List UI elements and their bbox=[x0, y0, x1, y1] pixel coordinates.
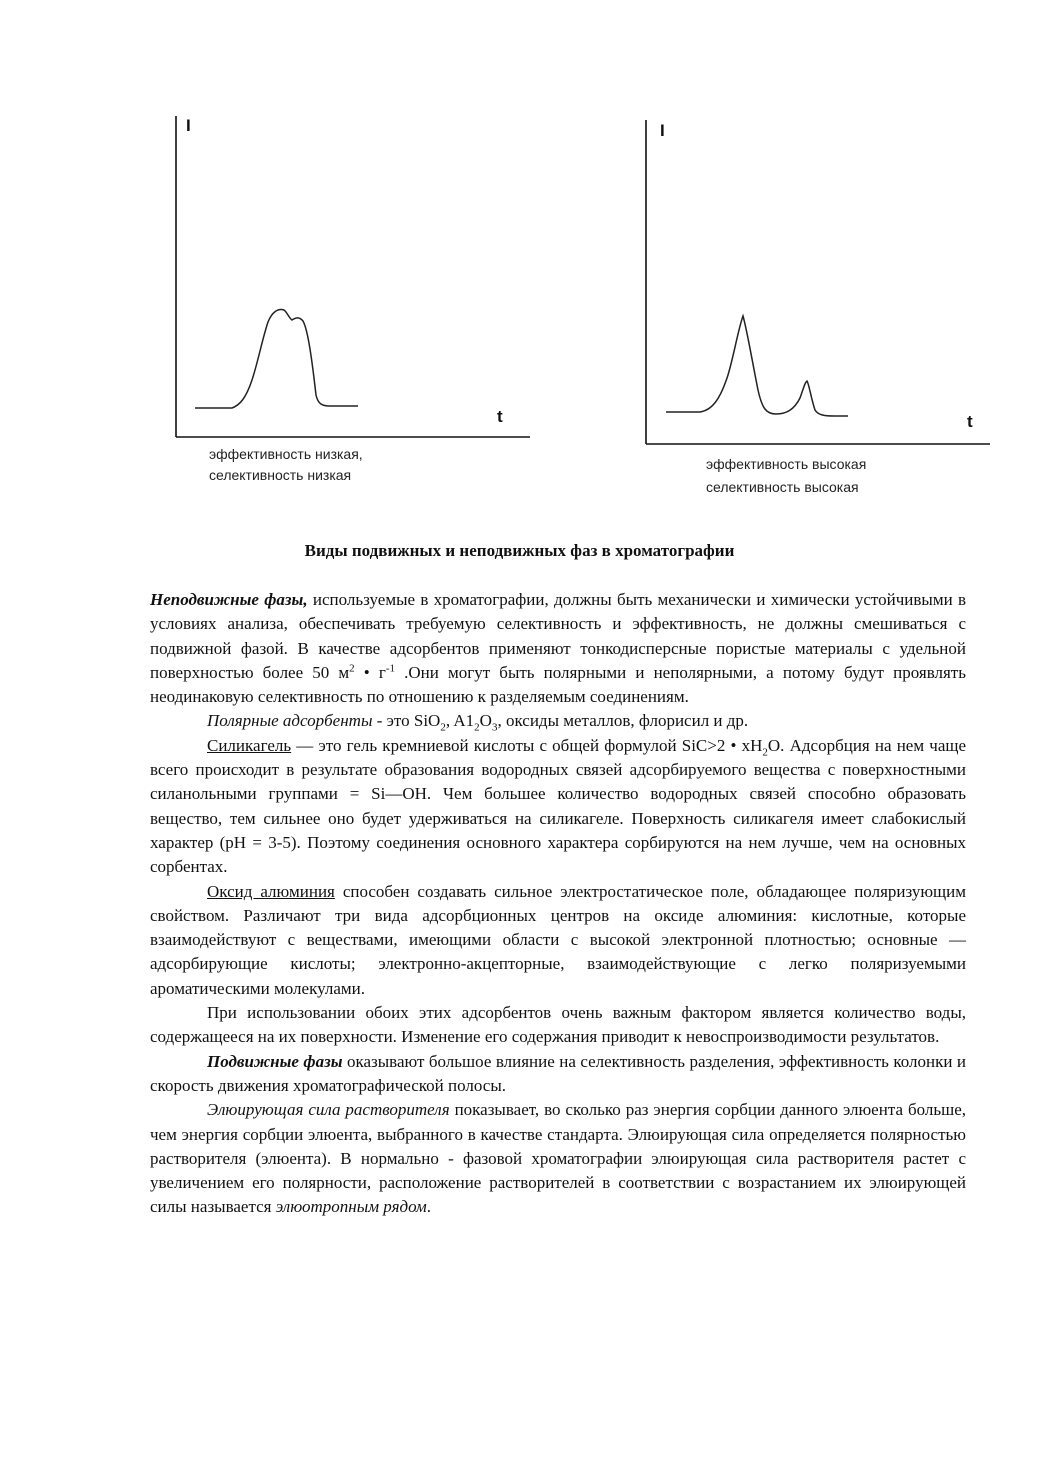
chromatogram-low-plot bbox=[0, 0, 520, 500]
subscript: 2 bbox=[440, 721, 446, 734]
text-run: При использовании обоих этих адсорбентов очень важным фактором является количество воды, содержащееся на их поверхности. Изменение его содержания приводит к невоспроизводимости результатов. bbox=[150, 1003, 966, 1047]
text-run: .Они могут быть полярными и неполярными, а потому будут проявлять неодинаковую селективность по отношению к разделяемым соединениям. bbox=[150, 662, 966, 707]
paragraph-silica-gel bbox=[150, 734, 966, 880]
x-axis-label: t bbox=[967, 412, 973, 431]
text-run: O. Адсорбция на нем чаще всего происходит в результате образования водородных связей адсорбируемого вещества с поверхностными силанольными группами = Si—OH. Чем большее количество водородных связей способно образовать вещество, тем сильнее оно будет удерживаться на силикагеле. Поверхность силикагеля имеет слабокислый характер (pH = 3-5). Поэтому соединения основного характера сорбируются на нем лучше, чем на основных сорбентах. bbox=[150, 735, 967, 877]
section-title: Виды подвижных и неподвижных фаз в хроматографии bbox=[304, 541, 735, 560]
chromatogram-high bbox=[520, 0, 1039, 500]
text-run: — это гель кремниевой кислоты с общей формулой SiC>2 • xH bbox=[291, 735, 763, 755]
subscript: 2 bbox=[762, 746, 768, 759]
text-run: O bbox=[479, 711, 492, 731]
figure-caption-line: эффективность высокая bbox=[706, 456, 867, 472]
term-polar-adsorbents: Полярные адсорбенты bbox=[207, 711, 373, 731]
y-axis-label: I bbox=[660, 121, 665, 140]
term-stationary-phases: Неподвижные фазы, bbox=[150, 590, 308, 609]
chromatogram-low bbox=[0, 0, 520, 500]
body-text bbox=[150, 588, 966, 1220]
term-mobile-phases: Подвижные фазы bbox=[207, 1051, 343, 1071]
paragraph-polar-adsorbents bbox=[150, 709, 966, 733]
text-run: показывает, во сколько раз энергия сорбции данного элюента больше, чем энергия сорбции элюента, выбранного в качестве стандарта. Элюирующая сила определяется полярностью растворителя (элюента). В нормально - фазовой хроматографии элюирующая сила растворителя растет с увеличением его полярности, расположение растворителей в соответствии с возрастанием их элюирующей силы называется bbox=[150, 1100, 966, 1217]
y-axis-label: I bbox=[186, 116, 191, 135]
text-run: способен создавать сильное электростатическое поле, обладающее поляризующим свойством. Различают три вида адсорбционных центров на оксиде алюминия: кислотные, которые взаимодействуют с веществами, имеющими области с высокой электронной плотностью; основные — адсорбирующие кислоты; электронно-акцепторные, взаимодействующие с легко поляризуемыми ароматическими молекулами. bbox=[150, 881, 966, 998]
superscript: -1 bbox=[385, 662, 396, 675]
paragraph-stationary-phases bbox=[150, 588, 966, 709]
paragraph-water-content bbox=[150, 1001, 966, 1050]
signal-curve bbox=[195, 310, 358, 409]
text-run: , оксиды металлов, флорисил и др. bbox=[497, 711, 749, 731]
text-run: , A1 bbox=[445, 711, 475, 731]
paragraph-mobile-phases bbox=[150, 1050, 966, 1099]
chromatogram-high-plot bbox=[520, 0, 1039, 500]
figure-caption-line: селективность низкая bbox=[209, 467, 352, 483]
paragraph-eluting-strength bbox=[150, 1098, 966, 1219]
text-run: . bbox=[426, 1197, 432, 1217]
text-run: используемые в хроматографии, должны быть механически и химически устойчивыми в условиях анализа, обеспечивать требуемую селективность и эффективность, не должны смешиваться с подвижной фазой. В качестве адсорбентов применяют тонкодисперсные пористые материалы с удельной поверхностью более 50 м bbox=[150, 590, 966, 682]
figure-caption-line: селективность высокая bbox=[706, 479, 859, 495]
paragraph-alumina bbox=[150, 880, 966, 1001]
text-run: • г bbox=[354, 662, 386, 682]
term-eluotropic-series: элюотропным рядом bbox=[275, 1197, 427, 1217]
subscript: 3 bbox=[491, 721, 498, 734]
term-eluting-strength: Элюирующая сила растворителя bbox=[207, 1100, 450, 1120]
figure-caption-line: эффективность низкая, bbox=[209, 446, 363, 462]
x-axis-label: t bbox=[497, 407, 503, 426]
text-run: - это SiO bbox=[372, 711, 441, 731]
term-silica-gel: Силикагель bbox=[207, 735, 292, 755]
term-alumina: Оксид алюминия bbox=[207, 881, 335, 901]
text-run: оказывают большое влияние на селективность разделения, эффективность колонки и скорость движения хроматографической полосы. bbox=[150, 1051, 967, 1095]
subscript: 2 bbox=[474, 721, 480, 734]
signal-curve bbox=[666, 316, 848, 416]
superscript: 2 bbox=[349, 662, 355, 675]
